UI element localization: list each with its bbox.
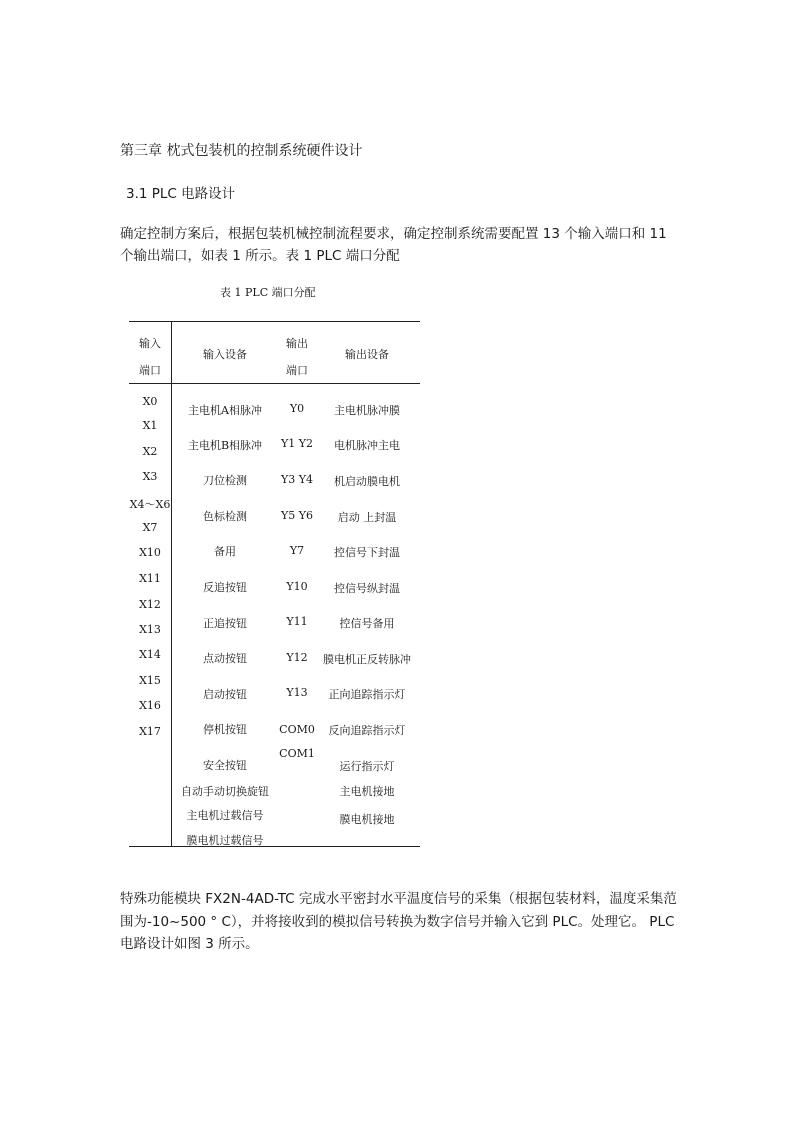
output-device: 主电机脉冲膜: [334, 404, 400, 417]
output-port: Y0: [289, 402, 305, 415]
input-device: 主电机B相脉冲: [187, 439, 263, 452]
input-device: 反追按钮: [203, 581, 247, 594]
closing-line-1: 特殊功能模块 FX2N-4AD-TC 完成水平密封水平温度信号的采集（根据包装材料，温度采集范: [120, 891, 677, 907]
input-port: X15: [139, 674, 161, 687]
input-port: X2: [142, 445, 158, 458]
input-port: X1: [142, 419, 158, 432]
chapter-title: 第三章 枕式包装机的控制系统硬件设计: [120, 143, 363, 159]
header-input-device: 输入设备: [203, 348, 247, 361]
input-port: X11: [139, 572, 161, 585]
input-device: 备用: [214, 545, 236, 558]
output-port: Y12: [286, 651, 308, 664]
header-output-device: 输出设备: [345, 348, 389, 361]
input-device: 正追按钮: [203, 617, 247, 630]
intro-line-2: 个输出端口，如表 1 所示。表 1 PLC 端口分配: [120, 248, 400, 264]
input-port: X3: [142, 470, 158, 483]
input-port: X14: [139, 648, 161, 661]
output-device: 膜电机接地: [339, 813, 395, 826]
input-device: 点动按钮: [203, 652, 247, 665]
input-device: 膜电机过载信号: [186, 834, 264, 847]
section-title: 3.1 PLC 电路设计: [126, 186, 236, 202]
input-device: 停机按钮: [203, 723, 247, 736]
header-input-port-line2: 端口: [139, 364, 161, 377]
input-port: X17: [139, 725, 161, 738]
closing-line-3: 电路设计如图 3 所示。: [120, 936, 259, 952]
input-port: X4～X6: [129, 498, 171, 511]
output-device: 控信号备用: [339, 617, 395, 630]
output-port: Y1 Y2: [280, 437, 314, 450]
output-device: 电机脉冲主电: [334, 439, 400, 452]
input-device: 启动按钮: [203, 688, 247, 701]
table-header-rule: [129, 383, 420, 384]
output-port: Y7: [289, 544, 305, 557]
input-port: X7: [142, 521, 158, 534]
output-port: Y5 Y6: [280, 509, 314, 522]
table-bottom-rule: [129, 846, 420, 847]
input-port: X0: [142, 395, 158, 408]
input-device: 主电机过载信号: [186, 809, 264, 822]
output-port: Y13: [286, 686, 308, 699]
header-output-port-line2: 端口: [286, 364, 308, 377]
output-port: COM1: [279, 747, 315, 760]
output-device: 运行指示灯: [339, 760, 395, 773]
input-port: X16: [139, 699, 161, 712]
input-device: 安全按钮: [203, 759, 247, 772]
table-caption: 表 1 PLC 端口分配: [220, 286, 316, 299]
input-device: 自动手动切换旋钮: [181, 785, 269, 798]
closing-line-2: 围为-10~500 ° C），并将接收到的模拟信号转换为数字信号并输入它到 PLC。处理它。 PLC: [120, 914, 675, 930]
input-port: X13: [139, 623, 161, 636]
input-port: X12: [139, 598, 161, 611]
output-device: 正向追踪指示灯: [328, 688, 406, 701]
output-device: 启动 上封温: [337, 511, 397, 524]
table-column-divider: [171, 321, 172, 846]
output-port: Y10: [286, 580, 308, 593]
input-device: 色标检测: [203, 510, 247, 523]
output-device: 控信号纵封温: [334, 582, 400, 595]
input-port: X10: [139, 546, 161, 559]
input-device: 刀位检测: [203, 474, 247, 487]
output-device: 主电机接地: [339, 785, 395, 798]
header-output-port-line1: 输出: [286, 337, 308, 350]
table-top-rule: [129, 321, 420, 322]
output-port: Y11: [286, 615, 308, 628]
output-port: COM0: [279, 723, 315, 736]
input-device: 主电机A相脉冲: [188, 404, 262, 417]
intro-line-1: 确定控制方案后，根据包装机械控制流程要求，确定控制系统需要配置 13 个输入端口和 11: [120, 226, 667, 242]
header-input-port-line1: 输入: [139, 337, 161, 350]
output-device: 反向追踪指示灯: [328, 724, 406, 737]
output-device: 机启动膜电机: [334, 475, 400, 488]
output-device: 膜电机正反转脉冲: [323, 653, 411, 666]
output-device: 控信号下封温: [334, 546, 400, 559]
output-port: Y3 Y4: [280, 473, 314, 486]
